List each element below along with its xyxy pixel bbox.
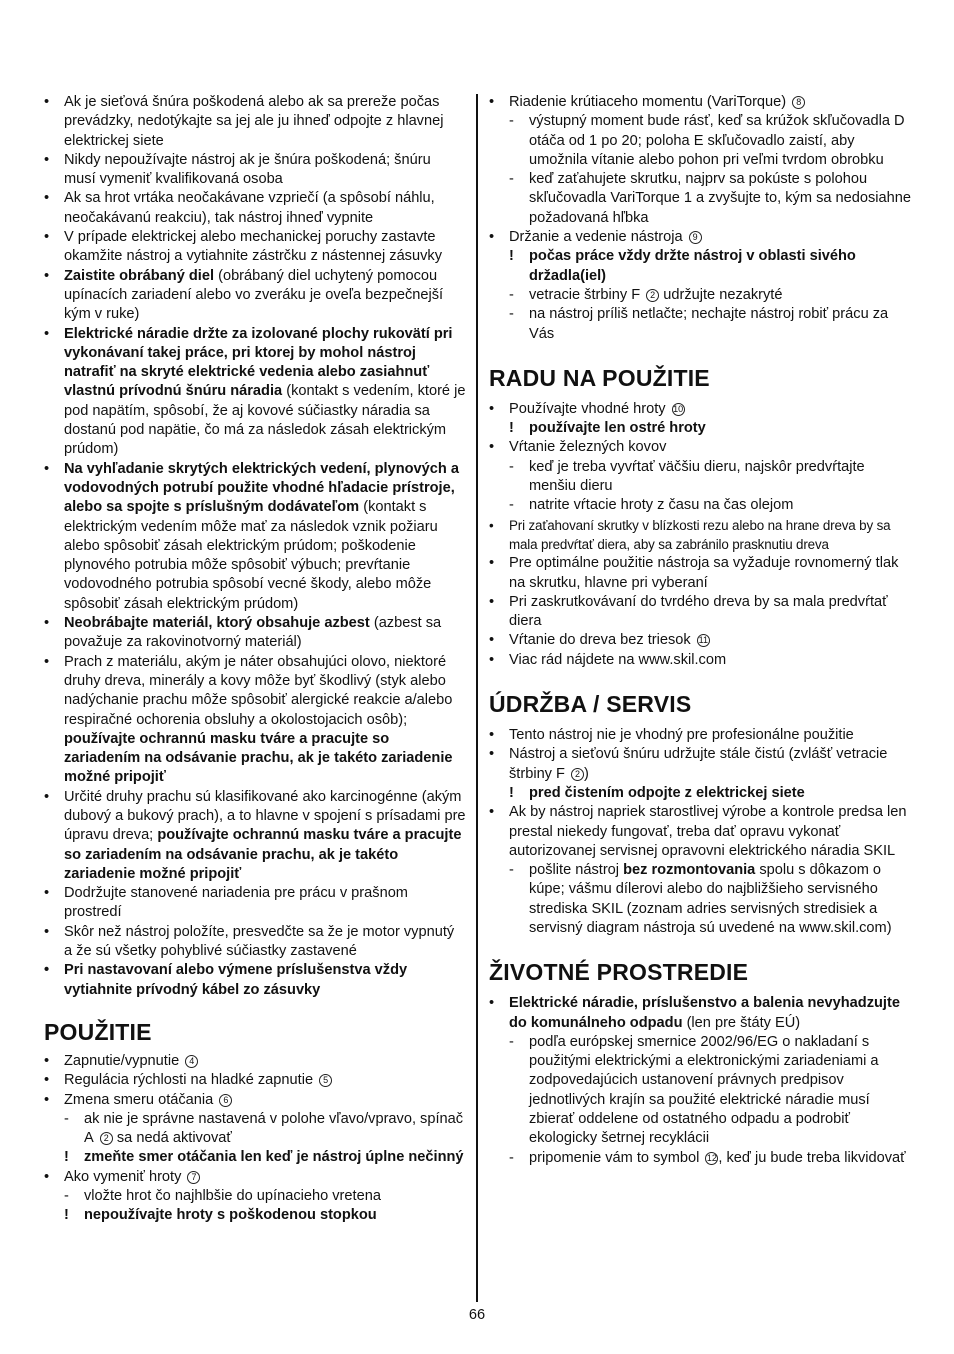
figure-ref-number: 2 xyxy=(571,768,584,781)
list-item: • Ak sa hrot vrtáka neočakávane vzpriečí (a spôsobí náhlu, neočakávanú reakciu), tak nástroj ihneď vypnite xyxy=(44,189,466,228)
list-item: • Elektrické náradie držte za izolované plochy rukovätí pri vykonávaní takej práce, pri ktorej by mohol nástroj natrafiť na skryté elektrické vedenia alebo zasiahnuť vlastnú prívodnú šnúru náradia (kontakt s vedením, ktoré je pod napätím, spôsobí, že aj kovové súčiastky náradia sa dostanú pod napätie, čo má za následok zásah elektrickým prúdom) xyxy=(44,325,466,460)
list-item: • Na vyhľadanie skrytých elektrických vedení, plynových a vodovodných potrubí použite vhodné hľadacie prístroje, alebo sa spojte s príslušným dodávateľom (kontakt s elektrickým vedením môže mať za následok vznik požiaru alebo spôsobiť zásah elektrickým prúdom; poškodenie plynového potrubia môže spôsobiť výbuch; prevŕtanie vodovodného potrubia spôsobí vecné škody, alebo môže spôsobiť zásah elektrickým prúdom) xyxy=(44,460,466,614)
figure-ref-number: 12 xyxy=(706,1152,717,1163)
list-item: • Zaistite obrábaný diel (obrábaný diel uchytený pomocou upínacích zariadení alebo vo zveráku je oveľa bezpečnejší kým v ruke) xyxy=(44,267,466,325)
list-item: • Pri nastavovaní alebo výmene príslušenstva vždy vytiahnite prívodný kábel zo zásuvky xyxy=(44,961,466,1000)
figure-ref-number: 11 xyxy=(698,635,708,646)
list-item: • Pre optimálne použitie nástroja sa vyžaduje rovnomerný tlak na skrutku, hlavne pri vyberaní xyxy=(489,554,913,593)
figure-ref-number: 5 xyxy=(319,1074,332,1087)
sub-item: - pripomenie vám to symbol 12 , keď ju bude treba likvidovať xyxy=(489,1149,913,1168)
sub-item: - výstupný moment bude rásť, keď sa krúžok skľučovadla D otáča od 1 po 20; poloha E skľučovadlo zaistí, aby umožnila vítanie alebo pohon pri veľmi tvrdom obrobku xyxy=(489,112,913,170)
figure-ref-number: 2 xyxy=(646,289,659,302)
sub-item: - natrite vŕtacie hroty z času na čas olejom xyxy=(489,496,913,515)
list-item: • Nikdy nepoužívajte nástroj ak je šnúra poškodená; šnúru musí vymeniť kvalifikovaná osoba xyxy=(44,151,466,190)
list-item: • Pri zaskrutkovávaní do tvrdého dreva by sa mala predvŕtať diera xyxy=(489,593,913,632)
list-item: • Používajte vhodné hroty 10 xyxy=(489,400,913,419)
list-item: • Neobrábajte materiál, ktorý obsahuje azbest (azbest sa považuje za rakovinotvorný materiál) xyxy=(44,614,466,653)
figure-ref-number: 4 xyxy=(185,1055,198,1068)
sub-item: - podľa európskej smernice 2002/96/EG o nakladaní s použitými elektrickými a elektronickými zariadeniami a zodpovedajúcich ustanovení právnych predpisov jednotlivých krajín sa použité elektrické náradie musí zbierať oddelene od ostatného odpadu a podrobiť ekologicky šetrnej recyklácii xyxy=(489,1033,913,1149)
vt-list xyxy=(489,93,913,344)
list-item: • Prach z materiálu, akým je náter obsahujúci olovo, niektoré druhy dreva, minerály a kovy môže byť škodlivý (styk alebo nadýchanie prachu môže spôsobiť alergické reakcie a/alebo respiračné ochorenia obsluhy a okolostojacich osôb); používajte ochrannú masku tváre a pracujte so zariadením na odsávanie prachu, ak je takéto zariadenie možné pripojiť xyxy=(44,653,466,788)
list-item: • Zapnutie/vypnutie 4 xyxy=(44,1052,466,1071)
list-item: • Pri zaťahovaní skrutky v blízkosti rezu alebo na hrane dreva by sa mala predvŕtať diera, aby sa zabránilo prasknutiu dreva xyxy=(489,516,913,555)
warning-item: ! zmeňte smer otáčania len keď je nástroj úplne nečinný xyxy=(44,1148,466,1167)
warning-item: ! počas práce vždy držte nástroj v oblasti sivého držadla(iel) xyxy=(489,247,913,286)
list-item: • Nástroj a sieťovú šnúru udržujte stále čistú (zvlášť vetracie štrbiny F 2 ) xyxy=(489,745,913,784)
sub-item: - ak nie je správne nastavená v polohe vľavo/vpravo, spínač A 2 sa nedá aktivovať xyxy=(44,1110,466,1149)
figure-ref-number: 9 xyxy=(689,231,702,244)
sub-item: - pošlite nástroj bez rozmontovania spolu s dôkazom o kúpe; vášmu dílerovi alebo do najbližšieho servisného strediska SKIL (zoznam adries servisných stredisiek a servisný diagram nástroja sú uvedené na www.skil.com) xyxy=(489,861,913,938)
section-heading-env: ŽIVOTNÉ PROSTREDIE xyxy=(489,959,749,986)
page-number: 66 xyxy=(468,1307,486,1323)
list-item: • Tento nástroj nie je vhodný pre profesionálne použitie xyxy=(489,726,913,745)
warning-item: ! pred čistením odpojte z elektrickej siete xyxy=(489,784,913,803)
sub-item: - vložte hrot čo najhlbšie do upínacieho vretena xyxy=(44,1187,466,1206)
list-item: • Ak by nástroj napriek starostlivej výrobe a kontrole predsa len prestal niekedy fungovať, treba dať opravu vykonať autorizovanej servisnej opravovni elektrického náradia SKIL xyxy=(489,803,913,861)
list-item: • Ako vymeniť hroty 7 xyxy=(44,1168,466,1187)
figure-ref-number: 10 xyxy=(673,403,684,414)
list-item: • Vŕtanie železných kovov xyxy=(489,438,913,457)
list-item: • V prípade elektrickej alebo mechanickej poruchy zastavte okamžite nástroj a vytiahnite zástrčku z nástennej zásuvky xyxy=(44,228,466,267)
list-item: • Dodržujte stanovené nariadenia pre prácu v prašnom prostredí xyxy=(44,884,466,923)
list-item: • Vŕtanie do dreva bez triesok 11 xyxy=(489,631,913,650)
list-item: • Regulácia rýchlosti na hladké zapnutie 5 xyxy=(44,1071,466,1090)
section-heading-udrzba: ÚDRŽBA / SERVIS xyxy=(489,691,692,718)
list-item: • Určité druhy prachu sú klasifikované ako karcinogénne (akým dubový a bukový prach), a to hlavne v spojení s prísadami pre úpravu dreva; používajte ochrannú masku tváre a pracujte so zariadením na odsávanie prachu, ak je takéto zariadenie možné pripojiť xyxy=(44,788,466,884)
figure-ref-number: 6 xyxy=(219,1094,232,1107)
list-item: • Viac rád nájdete na www.skil.com xyxy=(489,651,913,670)
radu-list xyxy=(489,400,913,670)
warning-item: ! používajte len ostré hroty xyxy=(489,419,913,438)
list-item: • Riadenie krútiaceho momentu (VariTorque) 8 xyxy=(489,93,913,112)
list-item: • Skôr než nástroj položíte, presvedčte sa že je motor vypnutý a že sú všetky pohyblivé súčiastky zastavené xyxy=(44,923,466,962)
sub-item: - keď zaťahujete skrutku, najprv sa pokúste s polohou skľučovadla VariTorque 1 a zvyšujte to, kým sa nedosiahne požadovaná hľbka xyxy=(489,170,913,228)
list-item: • Elektrické náradie, príslušenstvo a balenia nevyhadzujte do komunálneho odpadu (len pre štáty EÚ) xyxy=(489,994,913,1033)
left-column xyxy=(44,93,466,1226)
column-divider xyxy=(476,94,478,1302)
section-heading-pouzitie: POUŽITIE xyxy=(44,1018,152,1045)
env-list xyxy=(489,994,913,1168)
safety-list xyxy=(44,93,466,1000)
figure-ref-number: 2 xyxy=(100,1132,113,1145)
sub-item: - vetracie štrbiny F 2 udržujte nezakryté xyxy=(489,286,913,305)
list-item: • Ak je sieťová šnúra poškodená alebo ak sa prereže počas prevádzky, nedotýkajte sa jej ale ju ihneď odpojte z hlavnej elektrickej siete xyxy=(44,93,466,151)
figure-ref-number: 8 xyxy=(792,96,805,109)
use-list xyxy=(44,1052,466,1226)
sub-item: - keď je treba vyvŕtať väčšiu dieru, najskôr predvŕtajte menšiu dieru xyxy=(489,458,913,497)
figure-ref-number: 7 xyxy=(187,1171,200,1184)
list-item: • Zmena smeru otáčania 6 xyxy=(44,1091,466,1110)
udrzba-list xyxy=(489,726,913,938)
sub-item: - na nástroj príliš netlačte; nechajte nástroj robiť prácu za Vás xyxy=(489,305,913,344)
right-column xyxy=(489,93,913,1168)
warning-item: ! nepoužívajte hroty s poškodenou stopkou xyxy=(44,1206,466,1225)
list-item: • Držanie a vedenie nástroja 9 xyxy=(489,228,913,247)
section-heading-radu: RADU NA POUŽITIE xyxy=(489,364,710,391)
